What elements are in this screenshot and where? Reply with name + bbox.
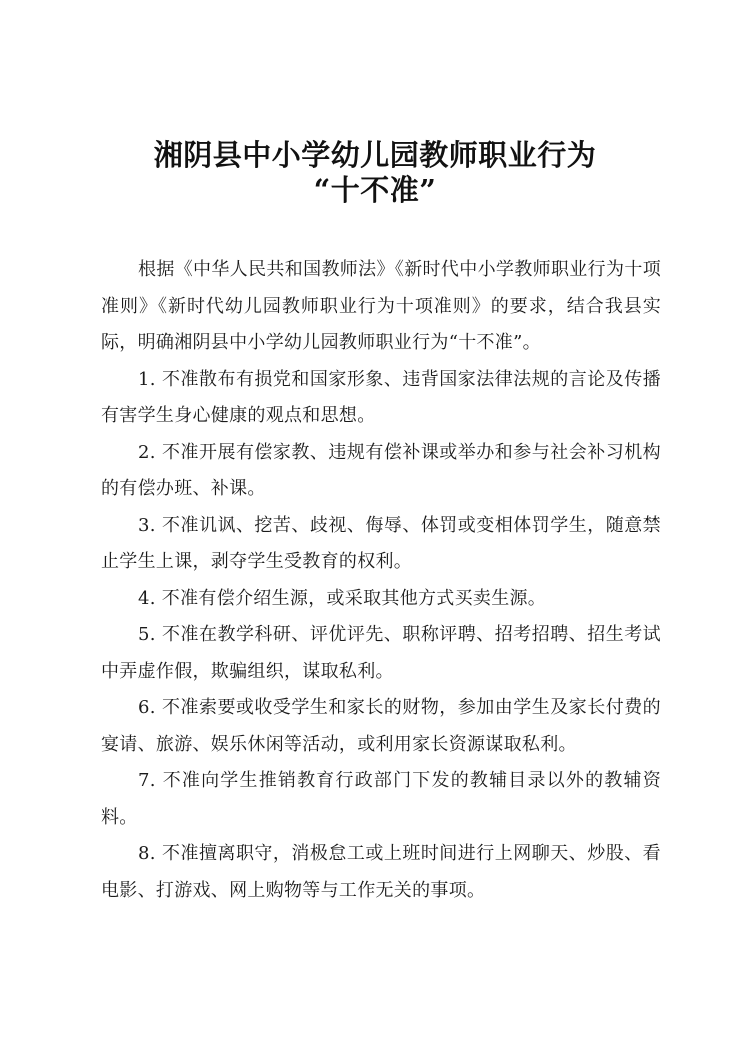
rule-item-8: 8. 不准擅离职守，消极怠工或上班时间进行上网聊天、炒股、看电影、打游戏、网上购物等与工作无关的事项。 bbox=[101, 843, 661, 901]
rule-item-5: 5. 不准在教学科研、评优评先、职称评聘、招考招聘、招生考试中弄虚作假，欺骗组织，谋取私利。 bbox=[101, 624, 661, 682]
document-body bbox=[101, 252, 661, 909]
rule-item-7: 7. 不准向学生推销教育行政部门下发的教辅目录以外的教辅资料。 bbox=[101, 770, 661, 828]
document-title: 湘阴县中小学幼儿园教师职业行为 bbox=[153, 138, 597, 172]
rule-item-1: 1. 不准散布有损党和国家形象、违背国家法律法规的言论及传播有害学生身心健康的观点和思想。 bbox=[101, 368, 661, 426]
rule-item-2: 2. 不准开展有偿家教、违规有偿补课或举办和参与社会补习机构的有偿办班、补课。 bbox=[101, 441, 661, 499]
rule-item-4: 4. 不准有偿介绍生源，或采取其他方式买卖生源。 bbox=[138, 587, 547, 609]
document-title-subline: “十不准” bbox=[313, 173, 437, 207]
intro-paragraph: 根据《中华人民共和国教师法》《新时代中小学教师职业行为十项准则》《新时代幼儿园教师职业行为十项准则》的要求，结合我县实际，明确湘阴县中小学幼儿园教师职业行为“十不准”。 bbox=[101, 259, 661, 353]
rule-item-3: 3. 不准讥讽、挖苦、歧视、侮辱、体罚或变相体罚学生，随意禁止学生上课，剥夺学生受教育的权利。 bbox=[101, 514, 661, 572]
rule-item-6: 6. 不准索要或收受学生和家长的财物，参加由学生及家长付费的宴请、旅游、娱乐休闲等活动，或利用家长资源谋取私利。 bbox=[101, 697, 661, 755]
